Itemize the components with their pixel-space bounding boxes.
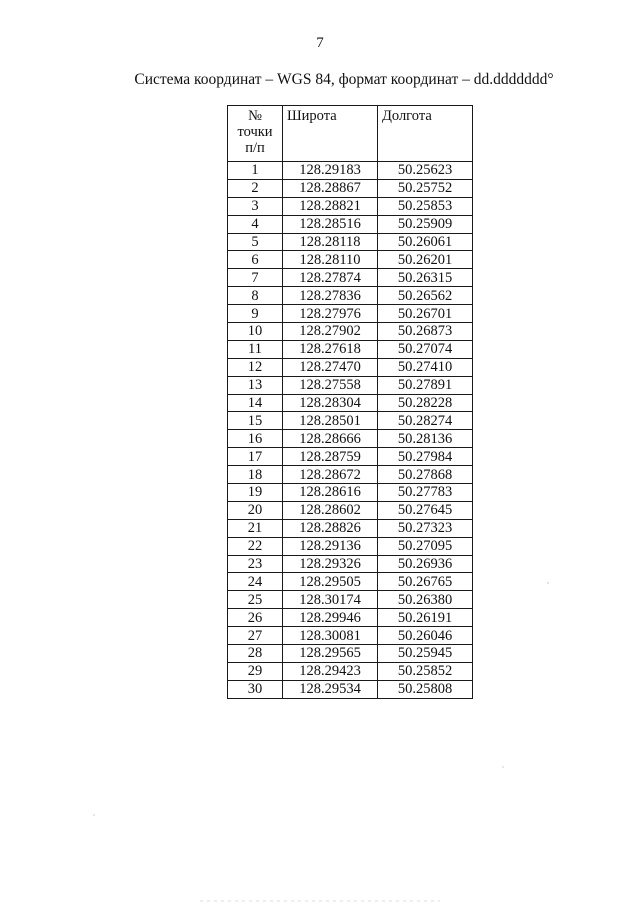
longitude-cell: 50.27868 — [378, 466, 473, 484]
latitude-cell: 128.29136 — [283, 537, 378, 555]
table-row — [228, 269, 473, 287]
point-number-cell: 28 — [228, 645, 283, 663]
longitude-cell: 50.27891 — [378, 376, 473, 394]
longitude-cell: 50.27645 — [378, 501, 473, 519]
table-row — [228, 233, 473, 251]
point-number-cell: 18 — [228, 466, 283, 484]
point-number-cell: 24 — [228, 573, 283, 591]
table-row — [228, 484, 473, 502]
longitude-cell: 50.25909 — [378, 215, 473, 233]
column-header-longitude: Долгота — [378, 106, 473, 162]
longitude-cell: 50.28136 — [378, 430, 473, 448]
longitude-cell: 50.26191 — [378, 609, 473, 627]
latitude-cell: 128.28826 — [283, 519, 378, 537]
latitude-cell: 128.28666 — [283, 430, 378, 448]
column-header-point-number: № точки п/п — [228, 106, 283, 162]
table-row — [228, 412, 473, 430]
point-number-cell: 23 — [228, 555, 283, 573]
table-header-row — [228, 106, 473, 162]
table-row — [228, 197, 473, 215]
latitude-cell: 128.27470 — [283, 358, 378, 376]
longitude-cell: 50.26873 — [378, 323, 473, 341]
page-number: 7 — [316, 35, 324, 51]
point-number-cell: 26 — [228, 609, 283, 627]
point-number-cell: 4 — [228, 215, 283, 233]
table-row — [228, 430, 473, 448]
latitude-cell: 128.29505 — [283, 573, 378, 591]
longitude-cell: 50.28274 — [378, 412, 473, 430]
table-row — [228, 394, 473, 412]
point-number-cell: 29 — [228, 662, 283, 680]
longitude-cell: 50.25752 — [378, 179, 473, 197]
latitude-cell: 128.28118 — [283, 233, 378, 251]
longitude-cell: 50.27074 — [378, 340, 473, 358]
table-row — [228, 340, 473, 358]
latitude-cell: 128.28821 — [283, 197, 378, 215]
table-row — [228, 287, 473, 305]
longitude-cell: 50.26701 — [378, 305, 473, 323]
longitude-cell: 50.26380 — [378, 591, 473, 609]
longitude-cell: 50.26046 — [378, 627, 473, 645]
latitude-cell: 128.29946 — [283, 609, 378, 627]
latitude-cell: 128.30081 — [283, 627, 378, 645]
table-body — [228, 162, 473, 699]
table-row — [228, 358, 473, 376]
longitude-cell: 50.25853 — [378, 197, 473, 215]
point-number-cell: 5 — [228, 233, 283, 251]
longitude-cell: 50.26201 — [378, 251, 473, 269]
latitude-cell: 128.27558 — [283, 376, 378, 394]
point-number-cell: 13 — [228, 376, 283, 394]
table-row — [228, 627, 473, 645]
latitude-cell: 128.28110 — [283, 251, 378, 269]
longitude-cell: 50.26936 — [378, 555, 473, 573]
table-row — [228, 323, 473, 341]
point-number-cell: 6 — [228, 251, 283, 269]
table-row — [228, 591, 473, 609]
table-row — [228, 537, 473, 555]
coordinate-system-heading: Система координат – WGS 84, формат координат – dd.ddddddd° — [134, 71, 554, 88]
longitude-cell: 50.27410 — [378, 358, 473, 376]
table-row — [228, 573, 473, 591]
point-number-cell: 10 — [228, 323, 283, 341]
point-number-cell: 2 — [228, 179, 283, 197]
longitude-cell: 50.27323 — [378, 519, 473, 537]
point-number-cell: 21 — [228, 519, 283, 537]
column-header-latitude: Широта — [283, 106, 378, 162]
point-number-cell: 12 — [228, 358, 283, 376]
latitude-cell: 128.28516 — [283, 215, 378, 233]
longitude-cell: 50.26562 — [378, 287, 473, 305]
longitude-cell: 50.26765 — [378, 573, 473, 591]
longitude-cell: 50.25808 — [378, 680, 473, 698]
point-number-cell: 15 — [228, 412, 283, 430]
longitude-cell: 50.27095 — [378, 537, 473, 555]
latitude-cell: 128.27618 — [283, 340, 378, 358]
point-number-cell: 1 — [228, 162, 283, 180]
latitude-cell: 128.28759 — [283, 448, 378, 466]
longitude-cell: 50.25852 — [378, 662, 473, 680]
table-row — [228, 609, 473, 627]
table-row — [228, 555, 473, 573]
point-number-cell: 9 — [228, 305, 283, 323]
latitude-cell: 128.29183 — [283, 162, 378, 180]
point-number-cell: 25 — [228, 591, 283, 609]
latitude-cell: 128.29565 — [283, 645, 378, 663]
table-row — [228, 466, 473, 484]
table-row — [228, 179, 473, 197]
table-row — [228, 662, 473, 680]
latitude-cell: 128.28501 — [283, 412, 378, 430]
point-number-cell: 16 — [228, 430, 283, 448]
point-number-cell: 22 — [228, 537, 283, 555]
latitude-cell: 128.27902 — [283, 323, 378, 341]
point-number-cell: 8 — [228, 287, 283, 305]
table-row — [228, 519, 473, 537]
point-number-cell: 14 — [228, 394, 283, 412]
latitude-cell: 128.27874 — [283, 269, 378, 287]
longitude-cell: 50.27783 — [378, 484, 473, 502]
table-row — [228, 251, 473, 269]
point-number-cell: 17 — [228, 448, 283, 466]
latitude-cell: 128.28672 — [283, 466, 378, 484]
longitude-cell: 50.26315 — [378, 269, 473, 287]
latitude-cell: 128.27836 — [283, 287, 378, 305]
table-row — [228, 645, 473, 663]
latitude-cell: 128.29326 — [283, 555, 378, 573]
table-row — [228, 215, 473, 233]
point-number-cell: 3 — [228, 197, 283, 215]
table-row — [228, 162, 473, 180]
longitude-cell: 50.27984 — [378, 448, 473, 466]
point-number-cell: 19 — [228, 484, 283, 502]
table-row — [228, 376, 473, 394]
latitude-cell: 128.28602 — [283, 501, 378, 519]
longitude-cell: 50.28228 — [378, 394, 473, 412]
point-number-cell: 27 — [228, 627, 283, 645]
point-number-cell: 20 — [228, 501, 283, 519]
latitude-cell: 128.27976 — [283, 305, 378, 323]
table-row — [228, 680, 473, 698]
point-number-cell: 7 — [228, 269, 283, 287]
table-row — [228, 501, 473, 519]
table-row — [228, 305, 473, 323]
longitude-cell: 50.26061 — [378, 233, 473, 251]
latitude-cell: 128.28304 — [283, 394, 378, 412]
latitude-cell: 128.28867 — [283, 179, 378, 197]
longitude-cell: 50.25623 — [378, 162, 473, 180]
point-number-cell: 11 — [228, 340, 283, 358]
table-row — [228, 448, 473, 466]
point-number-cell: 30 — [228, 680, 283, 698]
coordinates-table — [227, 105, 473, 699]
latitude-cell: 128.29423 — [283, 662, 378, 680]
table-header — [228, 106, 473, 162]
latitude-cell: 128.30174 — [283, 591, 378, 609]
latitude-cell: 128.29534 — [283, 680, 378, 698]
longitude-cell: 50.25945 — [378, 645, 473, 663]
latitude-cell: 128.28616 — [283, 484, 378, 502]
